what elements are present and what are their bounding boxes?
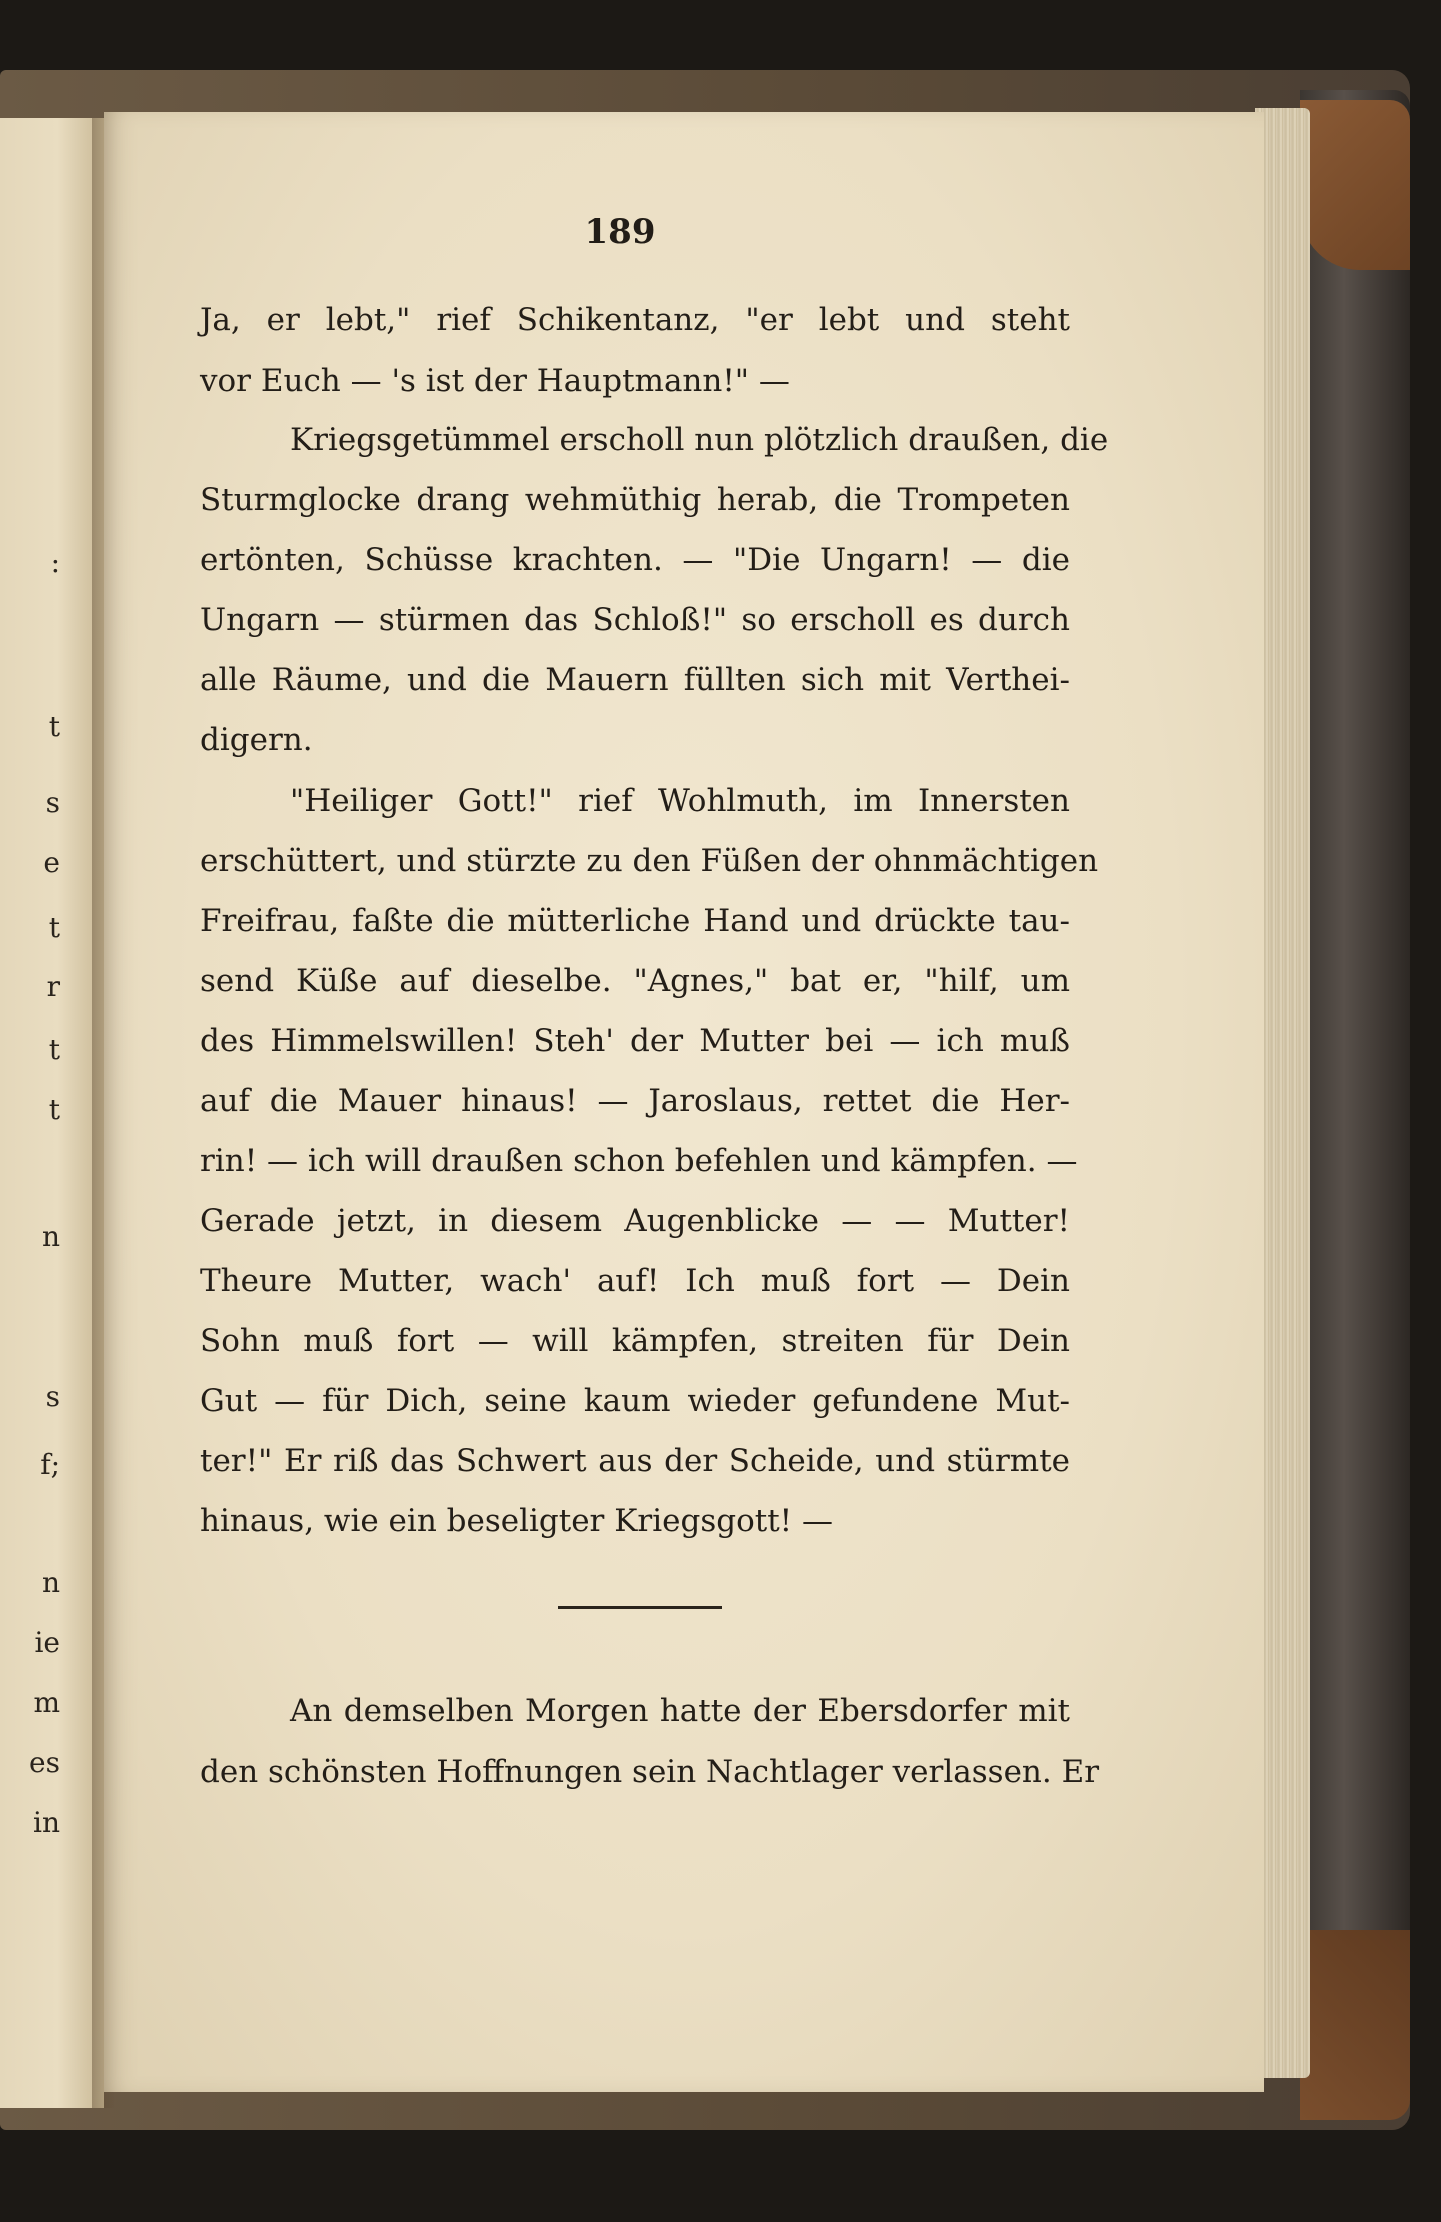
text-line: Sturmglocke drang wehmüthig herab, die Trompeten [200, 482, 1070, 518]
left-page-fragment: n [41, 1566, 60, 1599]
left-page-fragment: m [33, 1686, 60, 1719]
left-page-fragment: s [45, 786, 60, 819]
text-line: ertönten, Schüsse krachten. — "Die Ungarn! — die [200, 542, 1070, 578]
text-line: rin! — ich will draußen schon befehlen und kämpfen. — [200, 1143, 1078, 1179]
text-line: ter!" Er riß das Schwert aus der Scheide, und stürmte [200, 1443, 1070, 1479]
text-line: den schönsten Hoffnungen sein Nachtlager verlassen. Er [200, 1754, 1100, 1790]
text-line: Gut — für Dich, seine kaum wieder gefundene Mut- [200, 1383, 1070, 1419]
left-page-fragment: f; [40, 1448, 60, 1481]
text-line: des Himmelswillen! Steh' der Mutter bei — ich muß [200, 1023, 1070, 1059]
left-page-fragment: e [43, 846, 60, 879]
leather-corner-bottom [1300, 1930, 1410, 2120]
left-page-fragment: : [50, 546, 60, 579]
text-line: auf die Mauer hinaus! — Jaroslaus, rettet die Her- [200, 1083, 1070, 1119]
section-divider [558, 1606, 722, 1609]
text-line: erschüttert, und stürzte zu den Füßen der ohnmächtigen [200, 843, 1099, 879]
left-page-fragment: t [48, 710, 60, 743]
previous-page [0, 118, 104, 2108]
text-line: Ungarn — stürmen das Schloß!" so erscholl es durch [200, 602, 1070, 638]
text-line: alle Räume, und die Mauern füllten sich mit Verthei- [200, 662, 1070, 698]
text-line: hinaus, wie ein beseligter Kriegsgott! — [200, 1503, 833, 1539]
text-line: Theure Mutter, wach' auf! Ich muß fort — Dein [200, 1263, 1070, 1299]
left-page-fragment: t [48, 1093, 60, 1126]
text-line: An demselben Morgen hatte der Ebersdorfer mit [290, 1693, 1070, 1729]
text-line: Gerade jetzt, in diesem Augenblicke — — Mutter! [200, 1203, 1070, 1239]
text-line: Kriegsgetümmel erscholl nun plötzlich draußen, die [290, 422, 1109, 458]
cover-edge [1300, 90, 1410, 2110]
text-line: vor Euch — 's ist der Hauptmann!" — [200, 363, 790, 399]
left-page-fragment: in [33, 1806, 60, 1839]
page-number: 189 [584, 212, 656, 252]
text-line: Sohn muß fort — will kämpfen, streiten für Dein [200, 1323, 1070, 1359]
text-line: "Heiliger Gott!" rief Wohlmuth, im Innersten [290, 783, 1070, 819]
left-page-fragment: s [45, 1380, 60, 1413]
text-line: send Küße auf dieselbe. "Agnes," bat er, "hilf, um [200, 963, 1070, 999]
left-page-fragment: t [48, 911, 60, 944]
left-page-fragment: ie [34, 1626, 60, 1659]
left-page-fragment: es [29, 1746, 60, 1779]
left-page-fragment: t [48, 1033, 60, 1066]
left-page-fragment: r [46, 970, 60, 1003]
leather-corner-top [1300, 100, 1410, 270]
text-line: digern. [200, 722, 313, 758]
left-page-fragment: n [41, 1220, 60, 1253]
text-line: Ja, er lebt," rief Schikentanz, "er lebt und steht [200, 302, 1070, 338]
text-line: Freifrau, faßte die mütterliche Hand und drückte tau- [200, 903, 1070, 939]
